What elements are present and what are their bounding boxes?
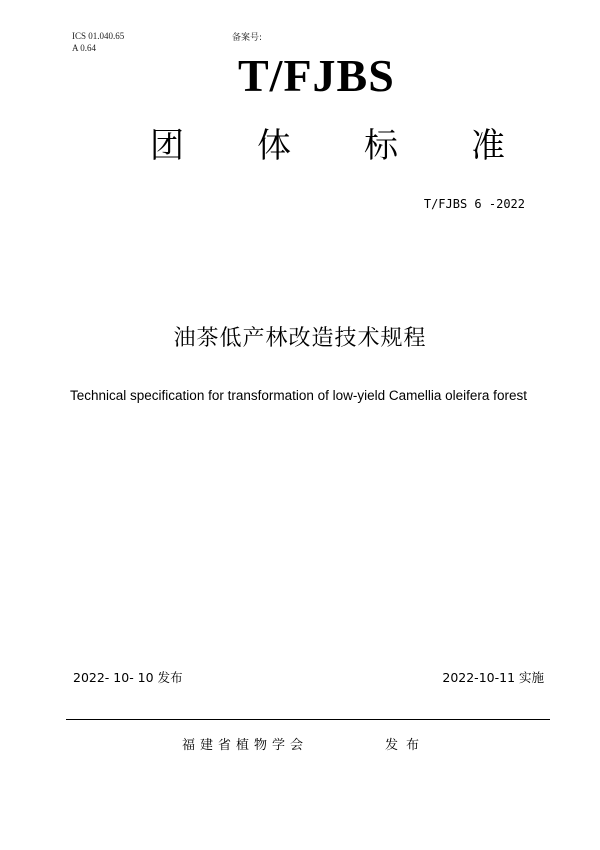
ics-code: ICS 01.040.65 <box>72 31 125 41</box>
document-title-chinese: 油茶低产林改造技术规程 <box>173 326 427 351</box>
publish-date: 2022- 10- 10 发布 <box>73 670 183 685</box>
standard-category-heading <box>150 124 505 168</box>
record-number-label: 备案号: <box>232 33 263 43</box>
ccs-code: A 0.64 <box>72 43 97 53</box>
publish-label: 发布 <box>385 738 428 753</box>
standard-number: T/FJBS 6 -2022 <box>423 197 525 211</box>
category-char: 体 <box>257 126 291 166</box>
implement-date: 2022-10-11 实施 <box>442 670 544 685</box>
document-title-english: Technical specification for transformation of low-yield Camellia oleifera forest <box>70 388 527 403</box>
footer-divider <box>66 719 550 720</box>
category-char: 团 <box>150 126 184 166</box>
category-char: 标 <box>364 126 398 166</box>
category-char: 准 <box>471 126 505 166</box>
standard-logo-text: T/FJBS <box>238 50 395 101</box>
ics-code-block <box>72 30 124 54</box>
publisher-name: 福建省植物学会 <box>182 738 309 753</box>
